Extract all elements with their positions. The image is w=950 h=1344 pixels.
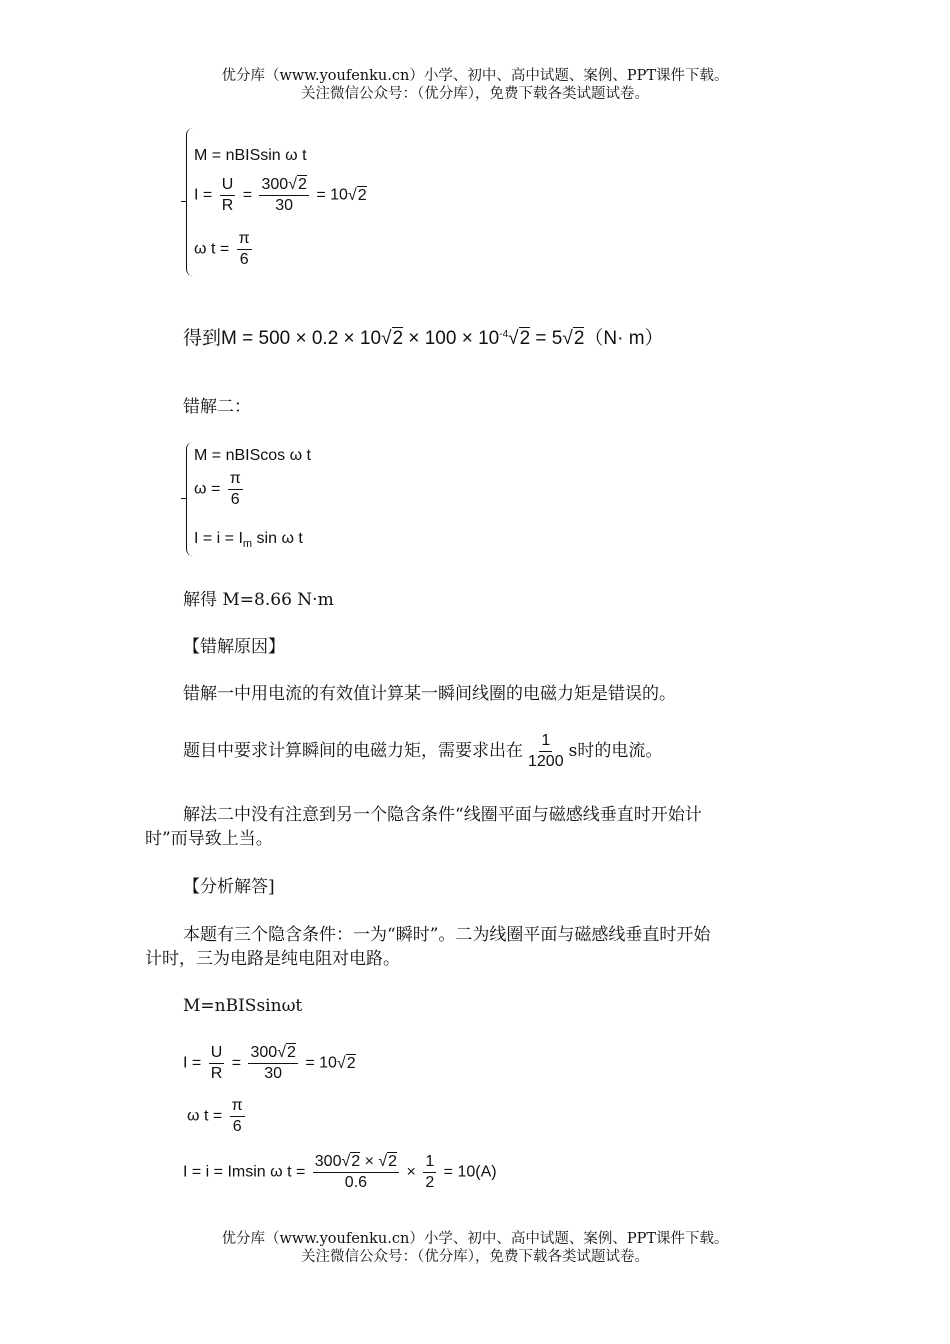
footer-line-2: 关注微信公众号：（优分库），免费下载各类试题试卷。 bbox=[301, 1249, 649, 1265]
reason-1: 错解一中用电流的有效值计算某一瞬间线圈的电磁力矩是错误的。 bbox=[183, 684, 676, 704]
left-brace-system-1 bbox=[186, 128, 194, 276]
analysis-line-2: 计时，三为电路是纯电阻对电路。 bbox=[145, 949, 400, 969]
solution-eq4: I = i = Imsin ω t = $\frac{300√2 \times √2}{0.6}$ × $\frac{1}{2}$ = 10(A) bbox=[183, 1153, 497, 1191]
reason-3-line-1: 解法二中没有注意到另一个隐含条件“线圈平面与磁感线垂直时开始计 bbox=[183, 805, 702, 825]
reason-3-line-2: 时”而导致上当。 bbox=[145, 829, 273, 849]
result-1: 得到$M = 500 \times 0.2 \times 10√2 \times 100 \times 10^{-4}√2 = 5√2(N\cdot m)$ bbox=[183, 328, 664, 349]
system2-eq1: M = nBIScos ω t bbox=[194, 447, 311, 464]
section-analysis: 【分析解答] bbox=[183, 877, 275, 897]
system2-eq2: ω = $\frac{\pi}{6}$ bbox=[194, 470, 241, 508]
left-brace-system-2 bbox=[186, 442, 194, 556]
section-error-reason: 【错解原因】 bbox=[183, 637, 285, 657]
solution-eq1: M=nBISsinωt bbox=[183, 996, 303, 1016]
result-2: 解得 M=8.66 N·m bbox=[183, 590, 334, 610]
footer-line-1: 优分库（www.youfenku.cn）小学、初中、高中试题、案例、PPT课件下载。 bbox=[221, 1231, 729, 1247]
page-footer bbox=[0, 1230, 950, 1266]
system1-eq3: ω t = $\frac{\pi}{6}$ bbox=[194, 230, 250, 268]
solution-eq2: I = $\frac{U}{R}$ = $\frac{300√2}{30}$ = 10√2 bbox=[183, 1044, 356, 1082]
system1-eq1: M = nBISsin ω t bbox=[194, 147, 307, 164]
analysis-line-1: 本题有三个隐含条件：一为“瞬时”。二为线圈平面与磁感线垂直时开始 bbox=[183, 925, 711, 945]
system1-eq2: I = $\frac{U}{R}$ = $\frac{300√2}{30}$ = 10√2 bbox=[194, 176, 367, 214]
system2-eq3: $I = i = I_m$ sin ω t bbox=[194, 530, 303, 550]
solution-eq3: ω t = $\frac{\pi}{6}$ bbox=[187, 1097, 243, 1135]
brace-tip-1 bbox=[181, 201, 186, 204]
header-line-2: 关注微信公众号：（优分库），免费下载各类试题试卷。 bbox=[301, 86, 649, 102]
wrong-solution-2-title: 错解二： bbox=[183, 397, 251, 417]
page-header bbox=[0, 67, 950, 103]
reason-2: 题目中要求计算瞬间的电磁力矩，需要求出在 $\frac{1}{1200}$ s时的电流。 bbox=[183, 732, 663, 770]
brace-tip-2 bbox=[181, 498, 186, 501]
header-line-1: 优分库（www.youfenku.cn）小学、初中、高中试题、案例、PPT课件下载。 bbox=[221, 68, 729, 84]
